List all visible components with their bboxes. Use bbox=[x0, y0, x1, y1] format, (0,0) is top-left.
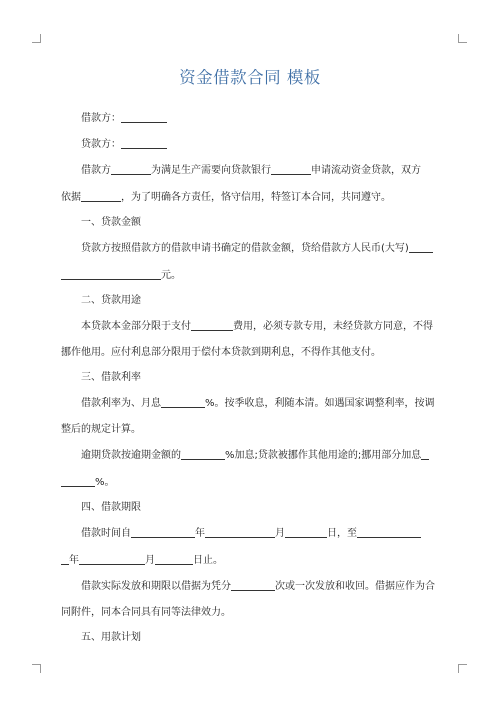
crop-mark-bottom-right bbox=[458, 664, 467, 673]
blank bbox=[191, 318, 233, 331]
section-text: %加息;贷款被挪作其他用途的;挪用部分加息 bbox=[225, 450, 422, 461]
blank bbox=[285, 525, 327, 538]
borrower-line bbox=[61, 110, 441, 127]
document-title: 资金借款合同 模板 bbox=[179, 68, 321, 87]
blank bbox=[181, 447, 225, 460]
section-text: 日止。 bbox=[193, 555, 223, 566]
intro-paragraph bbox=[61, 162, 441, 206]
intro-text: 申请流动资金贷款，双方 bbox=[311, 165, 421, 176]
section-text: 年 bbox=[195, 528, 205, 539]
section-text: 本贷款本金部分限于支付 bbox=[81, 321, 191, 332]
section-heading: 二、贷款用途 bbox=[81, 295, 141, 306]
section-text: 年 bbox=[69, 555, 79, 566]
blank bbox=[161, 395, 205, 408]
intro-text: 为满足生产需要向贷款银行 bbox=[151, 165, 271, 176]
intro-text: 依据 bbox=[61, 192, 81, 203]
section-2-heading bbox=[61, 293, 441, 309]
section-heading: 一、贷款金额 bbox=[81, 217, 141, 228]
intro-text: 借款方 bbox=[81, 165, 111, 176]
section-text: 月 bbox=[145, 555, 155, 566]
crop-mark-top-left bbox=[32, 34, 41, 43]
section-text: 月 bbox=[275, 528, 285, 539]
blank bbox=[61, 267, 161, 280]
blank bbox=[79, 552, 145, 565]
blank bbox=[205, 525, 275, 538]
blank bbox=[131, 525, 195, 538]
document-body bbox=[61, 110, 441, 646]
section-text: 次或一次发放和收回。借据应作为合 bbox=[275, 581, 435, 592]
blank bbox=[231, 578, 275, 591]
section-heading: 三、借款利率 bbox=[81, 372, 141, 383]
section-text: 借款利率为、月息 bbox=[81, 398, 161, 409]
blank bbox=[81, 189, 121, 202]
section-5-heading bbox=[61, 630, 441, 646]
section-text: %。 bbox=[95, 477, 115, 488]
blank bbox=[409, 240, 433, 253]
section-4-heading bbox=[61, 500, 441, 516]
section-text: 元。 bbox=[161, 270, 181, 281]
blank bbox=[271, 162, 311, 175]
lender-line bbox=[61, 136, 441, 153]
blank bbox=[421, 447, 429, 460]
section-text: 借款时间自 bbox=[81, 528, 131, 539]
section-text: %。按季收息，利随本清。如遇国家调整利率，按调 bbox=[205, 398, 435, 409]
section-heading: 四、借款期限 bbox=[81, 502, 141, 513]
borrower-label: 借款方： bbox=[81, 113, 121, 124]
section-4-paragraph-2 bbox=[61, 578, 441, 621]
lender-blank bbox=[121, 136, 167, 149]
section-3-paragraph-1 bbox=[61, 395, 441, 438]
borrower-blank bbox=[121, 110, 167, 123]
blank bbox=[61, 474, 95, 487]
crop-mark-bottom-left bbox=[32, 664, 41, 673]
blank bbox=[61, 552, 69, 565]
intro-text: ，为了明确各方责任，恪守信用，特签订本合同，共同遵守。 bbox=[121, 192, 391, 203]
blank bbox=[111, 162, 151, 175]
section-text: 同附件，同本合同具有同等法律效力。 bbox=[61, 607, 231, 618]
section-3-heading bbox=[61, 370, 441, 386]
section-1-paragraph bbox=[61, 240, 441, 284]
section-4-paragraph-1 bbox=[61, 525, 441, 569]
section-2-paragraph bbox=[61, 318, 441, 361]
section-text: 挪作他用。应付利息部分限用于偿付本贷款到期利息，不得作其他支付。 bbox=[61, 347, 381, 358]
section-text: 借款实际发放和期限以借据为凭分 bbox=[81, 581, 231, 592]
blank bbox=[357, 525, 421, 538]
section-text: 日，至 bbox=[327, 528, 357, 539]
blank bbox=[155, 552, 193, 565]
section-text: 整后的规定计算。 bbox=[61, 424, 141, 435]
section-3-paragraph-2 bbox=[61, 447, 441, 491]
crop-mark-top-right bbox=[458, 34, 467, 43]
section-heading: 五、用款计划 bbox=[81, 632, 141, 643]
section-1-heading bbox=[61, 215, 441, 231]
section-text: 逾期贷款按逾期金额的 bbox=[81, 450, 181, 461]
section-text: 贷款方按照借款方的借款申请书确定的借款金额，贷给借款方人民币(大写) bbox=[81, 243, 409, 254]
section-text: 费用，必须专款专用，未经贷款方同意，不得 bbox=[233, 321, 433, 332]
lender-label: 贷款方： bbox=[81, 139, 121, 150]
